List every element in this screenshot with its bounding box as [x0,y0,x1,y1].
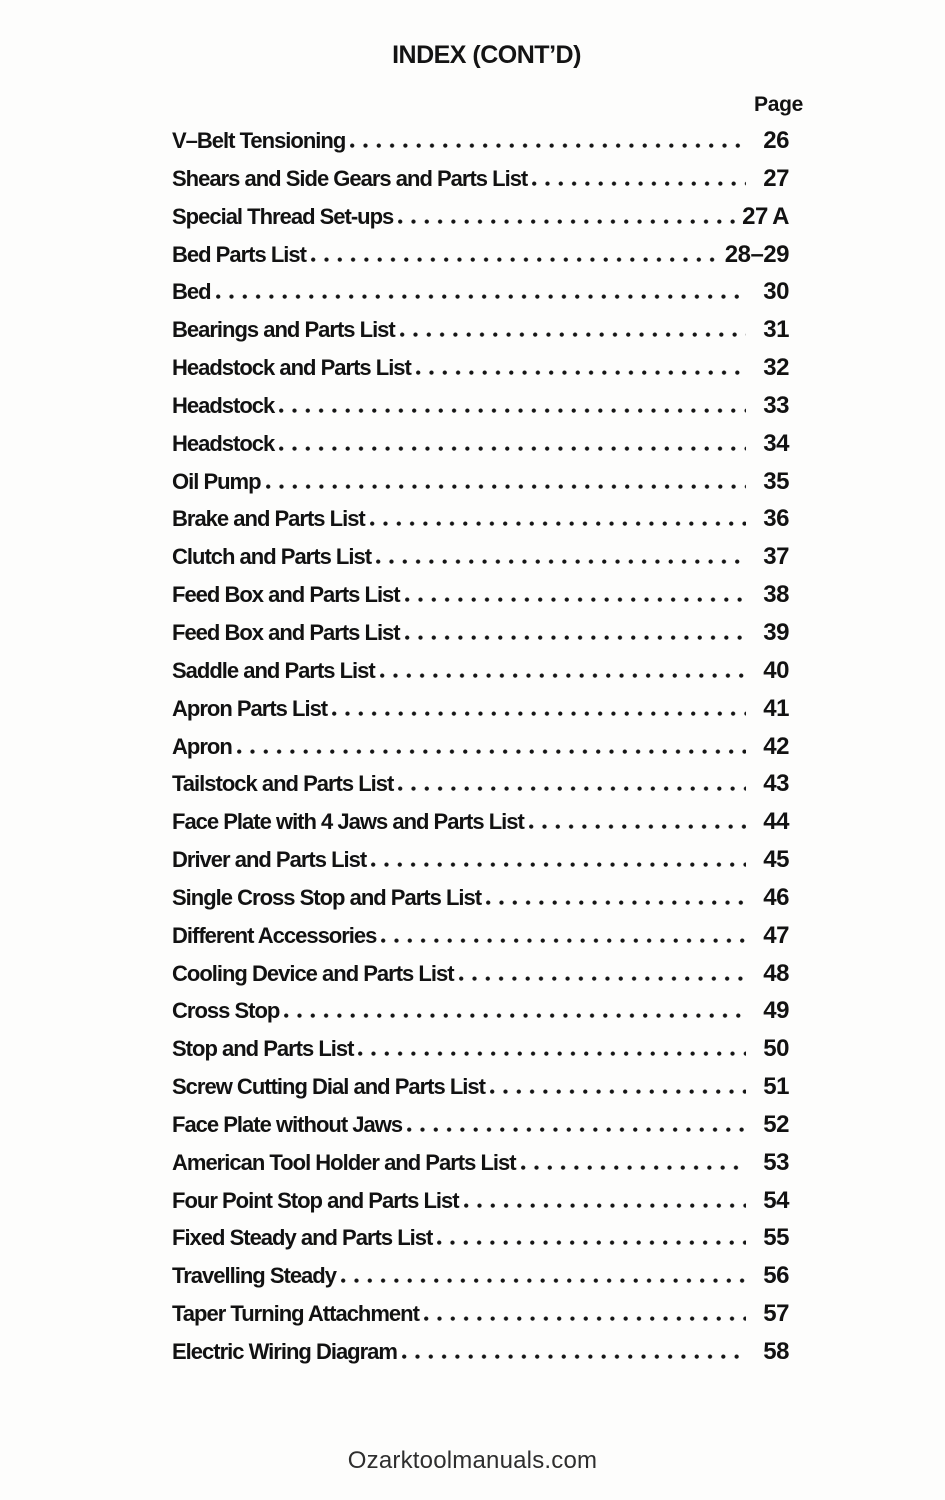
index-row [172,841,803,879]
index-row [172,1333,803,1371]
dot-leader [532,181,746,186]
dot-leader [380,673,746,678]
entry-title: Four Point Stop and Parts List [172,1187,459,1213]
dot-leader [400,332,746,337]
dot-leader [332,711,746,716]
dot-leader [284,1013,746,1018]
dot-leader [407,1127,746,1132]
index-row [172,576,803,614]
entry-title: Tailstock and Parts List [172,771,394,797]
entry-page-number: 58 [763,1338,789,1365]
dot-leader [381,938,746,943]
entry-page-number: 55 [763,1224,789,1252]
index-row [172,955,803,993]
entry-title: Driver and Parts List [172,847,367,873]
index-row [172,1219,803,1257]
entry-page-number: 27 [763,164,789,192]
index-row [172,236,803,274]
entry-page-number: 52 [763,1110,789,1138]
dot-leader [405,635,746,640]
dot-leader [398,786,746,791]
dot-leader [237,749,746,754]
index-entries [172,122,803,1371]
dot-leader [416,370,746,375]
entry-title: Shears and Side Gears and Parts List [172,165,528,191]
entry-title: Fixed Steady and Parts List [172,1225,433,1251]
entry-page-number: 41 [763,694,789,722]
entry-title: Apron Parts List [172,695,328,721]
entry-page-number: 47 [763,921,789,949]
index-row [172,1030,803,1068]
entry-page-number: 53 [763,1148,789,1176]
entry-page-number: 48 [763,959,789,987]
entry-page-number: 38 [763,581,789,609]
entry-title: Face Plate with 4 Jaws and Parts List [172,809,524,835]
index-row [172,387,803,425]
index-row [172,728,803,766]
entry-title: Headstock [172,430,275,456]
entry-page-number: 39 [763,618,789,646]
dot-leader [521,1165,746,1170]
index-row [172,614,803,652]
entry-page-number: 42 [763,732,789,760]
index-row [172,463,803,501]
entry-title: Headstock [172,392,275,418]
index-row [172,122,803,160]
entry-page-number: 45 [763,846,789,874]
entry-title: Taper Turning Attachment [172,1301,419,1327]
entry-title: Brake and Parts List [172,506,365,532]
entry-title: Feed Box and Parts List [172,582,400,608]
dot-leader [459,976,746,981]
index-row [172,160,803,198]
entry-page-number: 31 [763,316,789,344]
index-row [172,311,803,349]
entry-page-number: 56 [763,1262,789,1290]
dot-leader [279,446,746,451]
entry-page-number: 28–29 [724,240,789,268]
index-row [172,538,803,576]
dot-leader [358,1051,746,1056]
index-row [172,652,803,690]
index-row [172,690,803,728]
index-row [172,1106,803,1144]
entry-title: Stop and Parts List [172,1036,354,1062]
index-row [172,273,803,311]
entry-title: Feed Box and Parts List [172,619,400,645]
watermark-footer: Ozarktoolmanuals.com [347,1447,598,1474]
entry-page-number: 51 [763,1073,789,1101]
dot-leader [311,257,718,262]
dot-leader [216,294,746,299]
page-title: INDEX (CONT’D) [392,41,581,69]
dot-leader [376,559,746,564]
entry-title: Different Accessories [172,922,377,948]
dot-leader [350,143,746,148]
entry-page-number: 34 [763,429,789,457]
entry-page-number: 26 [763,127,789,154]
index-row [172,917,803,955]
entry-page-number: 33 [763,391,789,419]
entry-title: Cross Stop [172,998,280,1024]
entry-page-number: 43 [763,770,789,798]
entry-title: Oil Pump [172,468,261,494]
index-row [172,1068,803,1106]
entry-page-number: 30 [763,278,789,306]
dot-leader [371,862,746,867]
entry-page-number: 32 [763,354,789,382]
entry-title: Apron [172,733,232,759]
entry-title: Cooling Device and Parts List [172,960,454,986]
entry-title: Bearings and Parts List [172,317,395,343]
index-row [172,500,803,538]
entry-page-number: 40 [763,656,789,684]
dot-leader [398,219,735,224]
entry-title: Bed [172,279,211,305]
index-row [172,198,803,236]
entry-title: Screw Cutting Dial and Parts List [172,1074,485,1100]
dot-leader [424,1316,746,1321]
index-row [172,992,803,1030]
entry-title: Clutch and Parts List [172,544,372,570]
dot-leader [529,824,746,829]
entry-title: American Tool Holder and Parts List [172,1149,516,1175]
dot-leader [402,1354,746,1359]
entry-title: Travelling Steady [172,1263,336,1289]
index-row [172,1295,803,1333]
dot-leader [437,1240,746,1245]
entry-title: Saddle and Parts List [172,657,375,683]
index-row [172,349,803,387]
entry-title: V–Belt Tensioning [172,128,346,153]
entry-page-number: 36 [763,505,789,533]
dot-leader [405,597,746,602]
dot-leader [370,521,746,526]
index-row [172,879,803,917]
dot-leader [341,1278,746,1283]
entry-page-number: 57 [763,1300,789,1328]
entry-page-number: 37 [763,543,789,571]
index-row [172,1182,803,1220]
entry-title: Headstock and Parts List [172,355,411,381]
entry-title: Single Cross Stop and Parts List [172,884,482,910]
dot-leader [464,1203,746,1208]
index-row [172,803,803,841]
entry-page-number: 49 [763,997,789,1025]
index-row [172,765,803,803]
index-row [172,1257,803,1295]
entry-page-number: 35 [763,467,789,495]
entry-page-number: 54 [763,1186,789,1214]
page-column-header: Page [754,93,803,116]
entry-page-number: 46 [763,883,789,911]
index-list [172,92,803,1371]
dot-leader [486,900,746,905]
entry-title: Face Plate without Jaws [172,1111,403,1137]
entry-page-number: 27 A [742,202,789,230]
entry-title: Special Thread Set-ups [172,203,394,229]
dot-leader [266,484,746,489]
entry-title: Electric Wiring Diagram [172,1339,397,1364]
dot-leader [279,408,746,413]
entry-page-number: 50 [763,1035,789,1063]
dot-leader [490,1089,746,1094]
entry-page-number: 44 [763,808,789,836]
entry-title: Bed Parts List [172,241,306,267]
index-row [172,425,803,463]
index-row [172,1144,803,1182]
